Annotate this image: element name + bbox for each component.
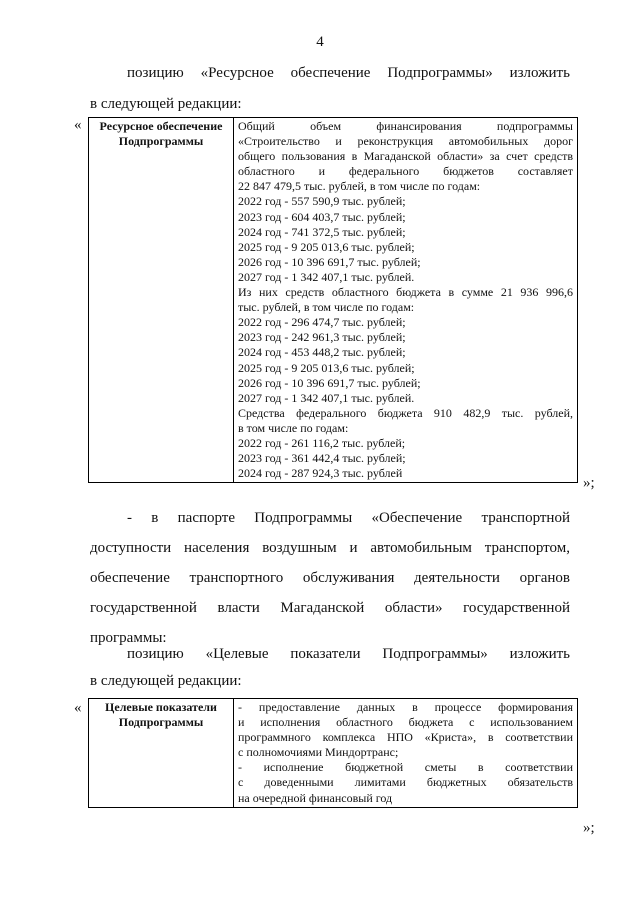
table-line: 2022 год - 261 116,2 тыс. рублей; [238,435,406,450]
table-line: 2027 год - 1 342 407,1 тыс. рублей. [238,269,415,284]
section1-intro-line1 [127,64,570,82]
table-line: на очередной финансовый год [238,790,393,805]
table-line: 2023 год - 242 961,3 тыс. рублей; [238,330,406,345]
resource-table [88,117,578,483]
head-line: Целевые показатели [105,700,217,714]
table-line: 2022 год - 296 474,7 тыс. рублей; [238,315,406,330]
para-line: доступности населения воздушным и автомобильным транспортом, [90,540,570,556]
table-line: 2025 год - 9 205 013,6 тыс. рублей; [238,239,415,254]
table-line: Из них средств областного бюджета в сумме 21 936 996,6 [238,285,573,300]
para-line: обеспечение транспортного обслуживания деятельности органов [90,570,570,586]
head-line: Подпрограммы [118,715,204,730]
table-line: Общий объем финансирования подпрограммы [238,119,573,133]
table-line: 2024 год - 453 448,2 тыс. рублей; [238,345,406,360]
page-number: 4 [316,34,324,50]
intro-word: позицию [127,65,184,81]
table-line: тыс. рублей, в том числе по годам: [238,300,415,315]
table-line: 22 847 479,5 тыс. рублей, в том числе по годам: [238,179,481,194]
intro-word: обеспечение [290,65,371,81]
table-line: в том числе по годам: [238,420,349,435]
table-line: общего пользования в Магаданской области» за счет средств [238,149,573,164]
intro-word: Подпрограммы» [387,65,493,81]
intro-word: «Ресурсное [200,65,274,81]
open-quote: « [74,700,82,716]
section2-intro-line1: позицию «Целевые показатели Подпрограммы» изложить [127,646,570,662]
para-line: программы: [90,630,167,646]
resource-table-head [89,118,234,483]
para-line: государственной власти Магаданской области» государственной [90,600,570,616]
table-line: 2026 год - 10 396 691,7 тыс. рублей; [238,254,421,269]
close-quote: »; [583,475,595,491]
table-line: и исполнения областного бюджета с использованием [238,715,573,730]
table-line: с доведенными лимитами бюджетных обязательств [238,775,573,790]
head-line: Подпрограммы [118,134,204,149]
table-line: 2025 год - 9 205 013,6 тыс. рублей; [238,360,415,375]
table-line: - предоставление данных в процессе формирования [238,700,573,714]
table-line: Средства федерального бюджета 910 482,9 тыс. рублей, [238,405,573,420]
head-line: Ресурсное обеспечение [99,119,223,133]
table-line: 2027 год - 1 342 407,1 тыс. рублей. [238,390,415,405]
table-line: программного комплекса НПО «Криста», в соответствии [238,730,573,745]
intro-word: изложить [509,65,570,81]
table-line: областного и федерального бюджетов составляет [238,164,573,179]
table-line: 2022 год - 557 590,9 тыс. рублей; [238,194,406,209]
section1-intro-line2: в следующей редакции: [90,96,242,112]
resource-table-body [234,118,578,483]
section2-intro-line2: в следующей редакции: [90,673,242,689]
table-line: «Строительство и реконструкция автомобильных дорог [238,134,573,149]
table-line: 2024 год - 287 924,3 тыс. рублей [238,466,403,481]
table-line: - исполнение бюджетной сметы в соответствии [238,760,573,775]
table-line: 2026 год - 10 396 691,7 тыс. рублей; [238,375,421,390]
para-line: - в паспорте Подпрограммы «Обеспечение транспортной [127,510,570,526]
table-line: 2023 год - 361 442,4 тыс. рублей; [238,451,406,466]
targets-table-head [89,699,234,808]
targets-table [88,698,578,808]
table-line: 2023 год - 604 403,7 тыс. рублей; [238,209,406,224]
table-line: с полномочиями Миндортранс; [238,745,399,760]
open-quote: « [74,117,82,133]
close-quote: »; [583,820,595,836]
table-line: 2024 год - 741 372,5 тыс. рублей; [238,224,406,239]
targets-table-body [234,699,578,808]
